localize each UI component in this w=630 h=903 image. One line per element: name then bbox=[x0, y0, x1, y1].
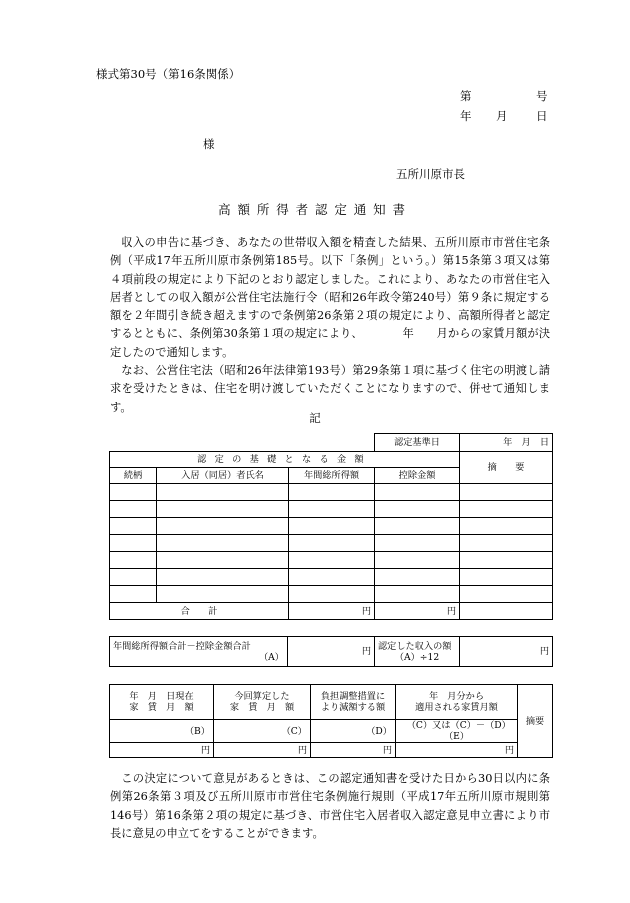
label-c: （C） bbox=[214, 720, 311, 743]
calculated-rent-yen: 円 bbox=[214, 743, 311, 758]
label-e: （C）又は（C）－（D） （E） bbox=[396, 720, 518, 743]
burden-adjustment-header: 負担調整措置に より減額する額 bbox=[311, 685, 396, 720]
current-rent-header: 年 月 日現在 家 賃 月 額 bbox=[110, 685, 214, 720]
body-text bbox=[110, 234, 550, 417]
paragraph-1: 収入の申告に基づき、あなたの世帯収入額を精査した結果、五所川原市市営住宅条例（平成17年五所川原市条例第185号。以下「条例」という。）第15条第３項又は第４項前段の規定により下記のとおり認定しました。これにより、あなたの市営住宅入居者としての収入額が公営住宅法施行令（昭和26年政令第240号）第９条に規定する額を２年間引き続き超えますので条例第26条第２項の規定により、高額所得者と認定するとともに、条例第30条第１項の規定により、 年 月からの家賃月額が決定したので通知します。 bbox=[110, 236, 550, 359]
footer-paragraph: この決定について意見があるときは、この認定通知書を受けた日から30日以内に条例第26条第３項及び五所川原市市営住宅条例施行規則（平成17年五所川原市規則第146号）第16条第２項の規定に基づき、市営住宅入居者収入認定意見申立書により市長に意見の申立てをすることができます。 bbox=[110, 772, 550, 840]
number-suffix: 号 bbox=[536, 89, 548, 103]
rent-table bbox=[109, 684, 553, 758]
form-number: 様式第30号（第16条関係） bbox=[96, 67, 241, 81]
remarks-header: 摘 要 bbox=[460, 452, 553, 484]
table-row bbox=[110, 535, 553, 552]
paragraph-2: なお、公営住宅法（昭和26年法律第193号）第29条第１項に基づく住宅の明渡し請求を受けたときは、住宅を明け渡していただくことになりますので、併せて通知します。 bbox=[110, 364, 550, 414]
income-minus-deduction-label: 年間総所得額合計－控除金額合計 （A） bbox=[110, 637, 288, 667]
recognized-income-table bbox=[109, 636, 553, 667]
date-year: 年 bbox=[460, 109, 472, 123]
base-date-label: 認定基準日 bbox=[375, 434, 460, 452]
col-annual-income: 年間総所得額 bbox=[289, 468, 375, 484]
total-label: 合 計 bbox=[110, 603, 289, 620]
table-row bbox=[110, 586, 553, 603]
applied-rent-header: 年 月分から 適用される家賃月額 bbox=[396, 685, 518, 720]
reduction-yen: 円 bbox=[311, 743, 396, 758]
rent-remarks-header: 摘要 bbox=[518, 685, 553, 758]
base-date-value: 年 月 日 bbox=[460, 434, 553, 452]
issuer-name: 五所川原市長 bbox=[396, 167, 465, 181]
label-b: （B） bbox=[110, 720, 214, 743]
table-row bbox=[110, 552, 553, 569]
table-row bbox=[110, 484, 553, 501]
footer-text bbox=[110, 770, 550, 843]
table-row bbox=[110, 501, 553, 518]
col-deduction: 控除金額 bbox=[375, 468, 460, 484]
date-day: 日 bbox=[536, 109, 548, 123]
basis-amount-header: 認定の基礎となる金額 bbox=[110, 452, 460, 468]
page-title: 高額所得者認定通知書 bbox=[218, 202, 412, 217]
current-rent-yen: 円 bbox=[110, 743, 214, 758]
amount-a-yen: 円 bbox=[288, 637, 375, 667]
income-basis-table bbox=[109, 433, 553, 620]
col-relation: 続柄 bbox=[110, 468, 157, 484]
total-deduction-yen: 円 bbox=[375, 603, 460, 620]
label-d: （D） bbox=[311, 720, 396, 743]
recognized-income-label: 認定した収入の額 （A）÷12 bbox=[375, 637, 460, 667]
recognized-income-yen: 円 bbox=[460, 637, 553, 667]
calculated-rent-header: 今回算定した 家 賃 月 額 bbox=[214, 685, 311, 720]
number-prefix: 第 bbox=[460, 89, 472, 103]
ki-heading: 記 bbox=[309, 411, 321, 425]
table-row bbox=[110, 518, 553, 535]
applied-rent-yen: 円 bbox=[396, 743, 518, 758]
col-name: 入居（同居）者氏名 bbox=[157, 468, 289, 484]
total-income-yen: 円 bbox=[289, 603, 375, 620]
date-month: 月 bbox=[496, 109, 508, 123]
addressee-suffix: 様 bbox=[203, 137, 215, 151]
table-row bbox=[110, 569, 553, 586]
